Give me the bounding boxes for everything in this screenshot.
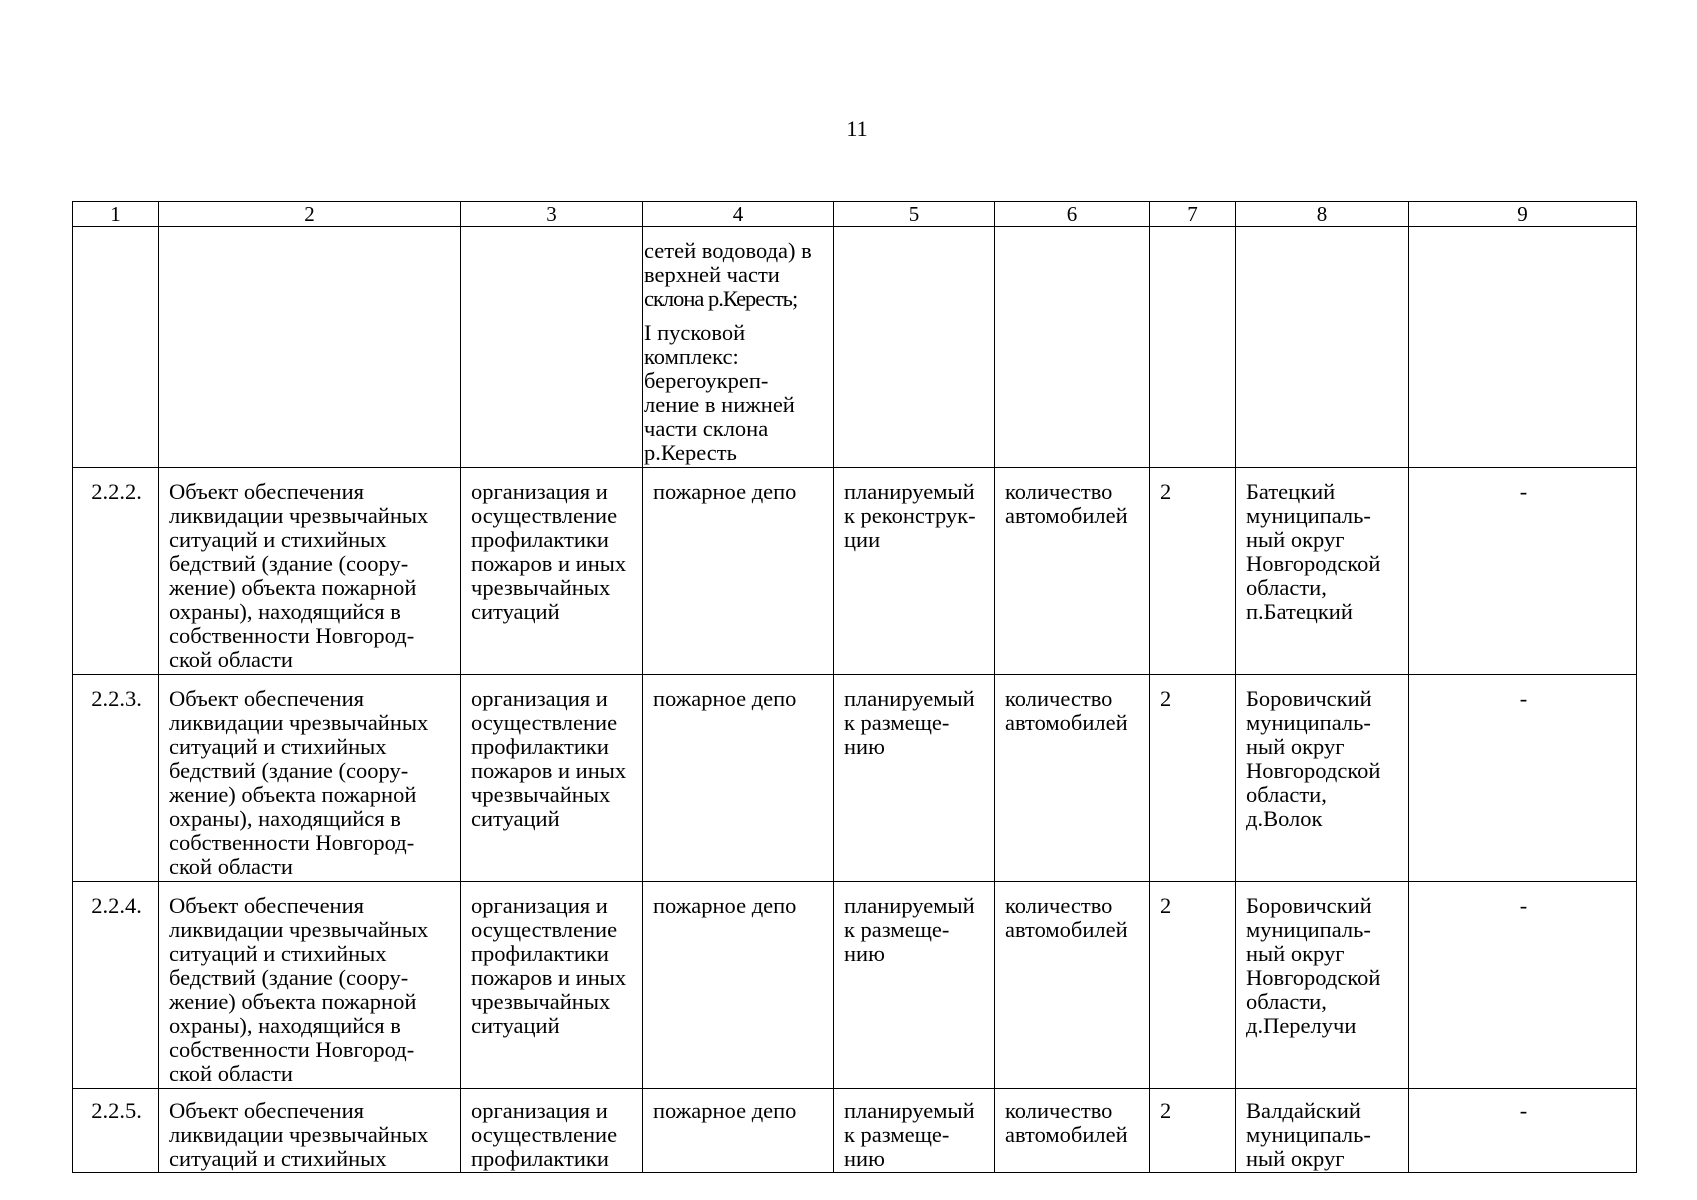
text-line: ление в нижней (644, 392, 795, 417)
location-cell (1236, 882, 1409, 1089)
text-line: нию (844, 1146, 885, 1171)
text-line: п.Батецкий (1246, 599, 1353, 624)
column-number: 7 (1150, 202, 1236, 227)
text-line: автомобилей (1005, 503, 1128, 528)
location-cell (1236, 468, 1409, 675)
text-line: Объект обеспечения (169, 1098, 364, 1123)
row-number-cell: 2.2.3. (73, 675, 159, 882)
text-line: ской области (169, 1061, 293, 1086)
text-line: ликвидации чрезвычайных (169, 503, 429, 528)
purpose-cell (461, 882, 643, 1089)
zone-cell: - (1409, 882, 1637, 1089)
location-cell (1236, 1089, 1409, 1173)
text-line: осуществление (471, 1122, 618, 1147)
text-line: пожаров и иных (471, 965, 627, 990)
cell (1236, 227, 1409, 468)
text-line: ции (844, 527, 881, 552)
text-line: д.Перелучи (1246, 1013, 1357, 1038)
text-line: склона р.Кересть; (644, 286, 798, 311)
text-line: пожаров и иных (471, 758, 627, 783)
text-line: автомобилей (1005, 710, 1128, 735)
status-cell (834, 1089, 995, 1173)
text-line: профилактики (471, 527, 609, 552)
text-line: собственности Новгород- (169, 1037, 415, 1062)
text-line: Новгородской (1246, 965, 1381, 990)
text-line: автомобилей (1005, 917, 1128, 942)
value-cell: 2 (1150, 468, 1236, 675)
text-line: собственности Новгород- (169, 830, 415, 855)
column-number: 3 (461, 202, 643, 227)
text-line: берегоукреп- (644, 368, 769, 393)
text-line: охраны), находящийся в (169, 1013, 401, 1038)
text-line: области, (1246, 782, 1327, 807)
row-number-cell: 2.2.5. (73, 1089, 159, 1173)
text-line: к реконструк- (844, 503, 976, 528)
text-line: пожаров и иных (471, 551, 627, 576)
objects-table (72, 201, 1637, 1173)
text-line: ный округ (1246, 527, 1345, 552)
text-line: количество (1005, 1098, 1113, 1123)
text-line: ситуаций и стихийных (169, 527, 387, 552)
column-number-row (73, 202, 1637, 227)
value-cell: 2 (1150, 882, 1236, 1089)
text-line: Батецкий (1246, 479, 1336, 504)
table-row (73, 675, 1637, 882)
text-line: ликвидации чрезвычайных (169, 1122, 429, 1147)
status-cell (834, 468, 995, 675)
text-line: количество (1005, 893, 1113, 918)
cell (834, 227, 995, 468)
purpose-cell (461, 675, 643, 882)
text-line: чрезвычайных (471, 575, 611, 600)
value-cell: 2 (1150, 1089, 1236, 1173)
text-line: д.Волок (1246, 806, 1323, 831)
cell (73, 227, 159, 468)
text-line: муниципаль- (1246, 710, 1371, 735)
row-number-cell: 2.2.2. (73, 468, 159, 675)
text-line: ный округ (1246, 734, 1345, 759)
page-number: 11 (846, 116, 868, 141)
location-cell (1236, 675, 1409, 882)
row-number-cell: 2.2.4. (73, 882, 159, 1089)
purpose-cell (461, 1089, 643, 1173)
object-name-cell (159, 1089, 461, 1173)
text-line: жение) объекта пожарной (169, 782, 417, 807)
continuation-row (73, 227, 1637, 468)
object-type-cell (643, 882, 834, 1089)
text-line: к размеще- (844, 917, 950, 942)
text-line: ный округ (1246, 1146, 1345, 1171)
text-line: организация и (471, 893, 608, 918)
text-line: Новгородской (1246, 758, 1381, 783)
text-line: чрезвычайных (471, 989, 611, 1014)
text-line: сетей водовода) в (644, 239, 812, 263)
text-line: охраны), находящийся в (169, 599, 401, 624)
text-line: планируемый (844, 479, 975, 504)
text-line: муниципаль- (1246, 503, 1371, 528)
cell (159, 227, 461, 468)
text-line: ликвидации чрезвычайных (169, 917, 429, 942)
table-row (73, 1089, 1637, 1173)
text-line: области, (1246, 989, 1327, 1014)
text-line: автомобилей (1005, 1122, 1128, 1147)
text-line: количество (1005, 686, 1113, 711)
continued-type-cell (643, 227, 834, 468)
purpose-cell (461, 468, 643, 675)
text-line: ный округ (1246, 941, 1345, 966)
cell (461, 227, 643, 468)
text-line: ликвидации чрезвычайных (169, 710, 429, 735)
text-line: ской области (169, 854, 293, 879)
text-line: чрезвычайных (471, 782, 611, 807)
text-line: Боровичский (1246, 686, 1372, 711)
text-line: ситуаций и стихийных (169, 941, 387, 966)
text-line: ситуаций и стихийных (169, 734, 387, 759)
text-line: верхней части (644, 262, 780, 287)
text-line: ситуаций (471, 806, 560, 831)
text-line: профилактики (471, 1146, 609, 1171)
text-line: нию (844, 941, 885, 966)
object-name-cell (159, 882, 461, 1089)
text-line: бедствий (здание (соору- (169, 758, 409, 783)
cell (995, 227, 1150, 468)
text-line: муниципаль- (1246, 917, 1371, 942)
status-cell (834, 882, 995, 1089)
characteristic-cell (995, 675, 1150, 882)
text-line: пожарное депо (653, 1098, 797, 1123)
text-line: осуществление (471, 917, 618, 942)
text-line: Объект обеспечения (169, 686, 364, 711)
characteristic-cell (995, 468, 1150, 675)
column-number: 9 (1409, 202, 1637, 227)
text-line: комплекс: (644, 344, 739, 369)
cell (1409, 227, 1637, 468)
cell (1150, 227, 1236, 468)
text-line: охраны), находящийся в (169, 806, 401, 831)
object-name-cell (159, 675, 461, 882)
column-number: 5 (834, 202, 995, 227)
text-line: части склона (644, 416, 769, 441)
continued-text (644, 239, 825, 465)
column-number: 4 (643, 202, 834, 227)
text-line: пожарное депо (653, 893, 797, 918)
column-number: 2 (159, 202, 461, 227)
text-line: нию (844, 734, 885, 759)
column-number: 6 (995, 202, 1150, 227)
text-line: ситуаций (471, 599, 560, 624)
object-type-cell (643, 468, 834, 675)
text-line: к размеще- (844, 710, 950, 735)
text-line: собственности Новгород- (169, 623, 415, 648)
characteristic-cell (995, 882, 1150, 1089)
object-type-cell (643, 1089, 834, 1173)
text-line: муниципаль- (1246, 1122, 1371, 1147)
object-name-cell (159, 468, 461, 675)
text-line: Объект обеспечения (169, 893, 364, 918)
text-line: осуществление (471, 710, 618, 735)
text-line: бедствий (здание (соору- (169, 965, 409, 990)
column-number: 8 (1236, 202, 1409, 227)
zone-cell: - (1409, 468, 1637, 675)
text-line: Валдайский (1246, 1098, 1361, 1123)
text-line: р.Кересть (644, 440, 737, 465)
text-line: к размеще- (844, 1122, 950, 1147)
text-line: количество (1005, 479, 1113, 504)
text-line: Новгородской (1246, 551, 1381, 576)
text-line: осуществление (471, 503, 618, 528)
status-cell (834, 675, 995, 882)
text-line: области, (1246, 575, 1327, 600)
text-line: ситуаций и стихийных (169, 1146, 387, 1171)
column-number: 1 (73, 202, 159, 227)
rows-body (73, 468, 1637, 1173)
text-line: бедствий (здание (соору- (169, 551, 409, 576)
zone-cell: - (1409, 1089, 1637, 1173)
text-line: планируемый (844, 1098, 975, 1123)
text-line: ситуаций (471, 1013, 560, 1038)
text-line: жение) объекта пожарной (169, 989, 417, 1014)
text-line: профилактики (471, 734, 609, 759)
text-line: пожарное депо (653, 686, 797, 711)
text-line: организация и (471, 1098, 608, 1123)
text-line: I пусковой (644, 320, 746, 345)
characteristic-cell (995, 1089, 1150, 1173)
text-line: пожарное депо (653, 479, 797, 504)
table-row (73, 882, 1637, 1089)
text-line: профилактики (471, 941, 609, 966)
text-line: планируемый (844, 686, 975, 711)
zone-cell: - (1409, 675, 1637, 882)
text-line: Объект обеспечения (169, 479, 364, 504)
text-line: ской области (169, 647, 293, 672)
text-line: Боровичский (1246, 893, 1372, 918)
text-line: жение) объекта пожарной (169, 575, 417, 600)
table-row (73, 468, 1637, 675)
text-line: планируемый (844, 893, 975, 918)
object-type-cell (643, 675, 834, 882)
text-line: организация и (471, 479, 608, 504)
text-line: организация и (471, 686, 608, 711)
value-cell: 2 (1150, 675, 1236, 882)
